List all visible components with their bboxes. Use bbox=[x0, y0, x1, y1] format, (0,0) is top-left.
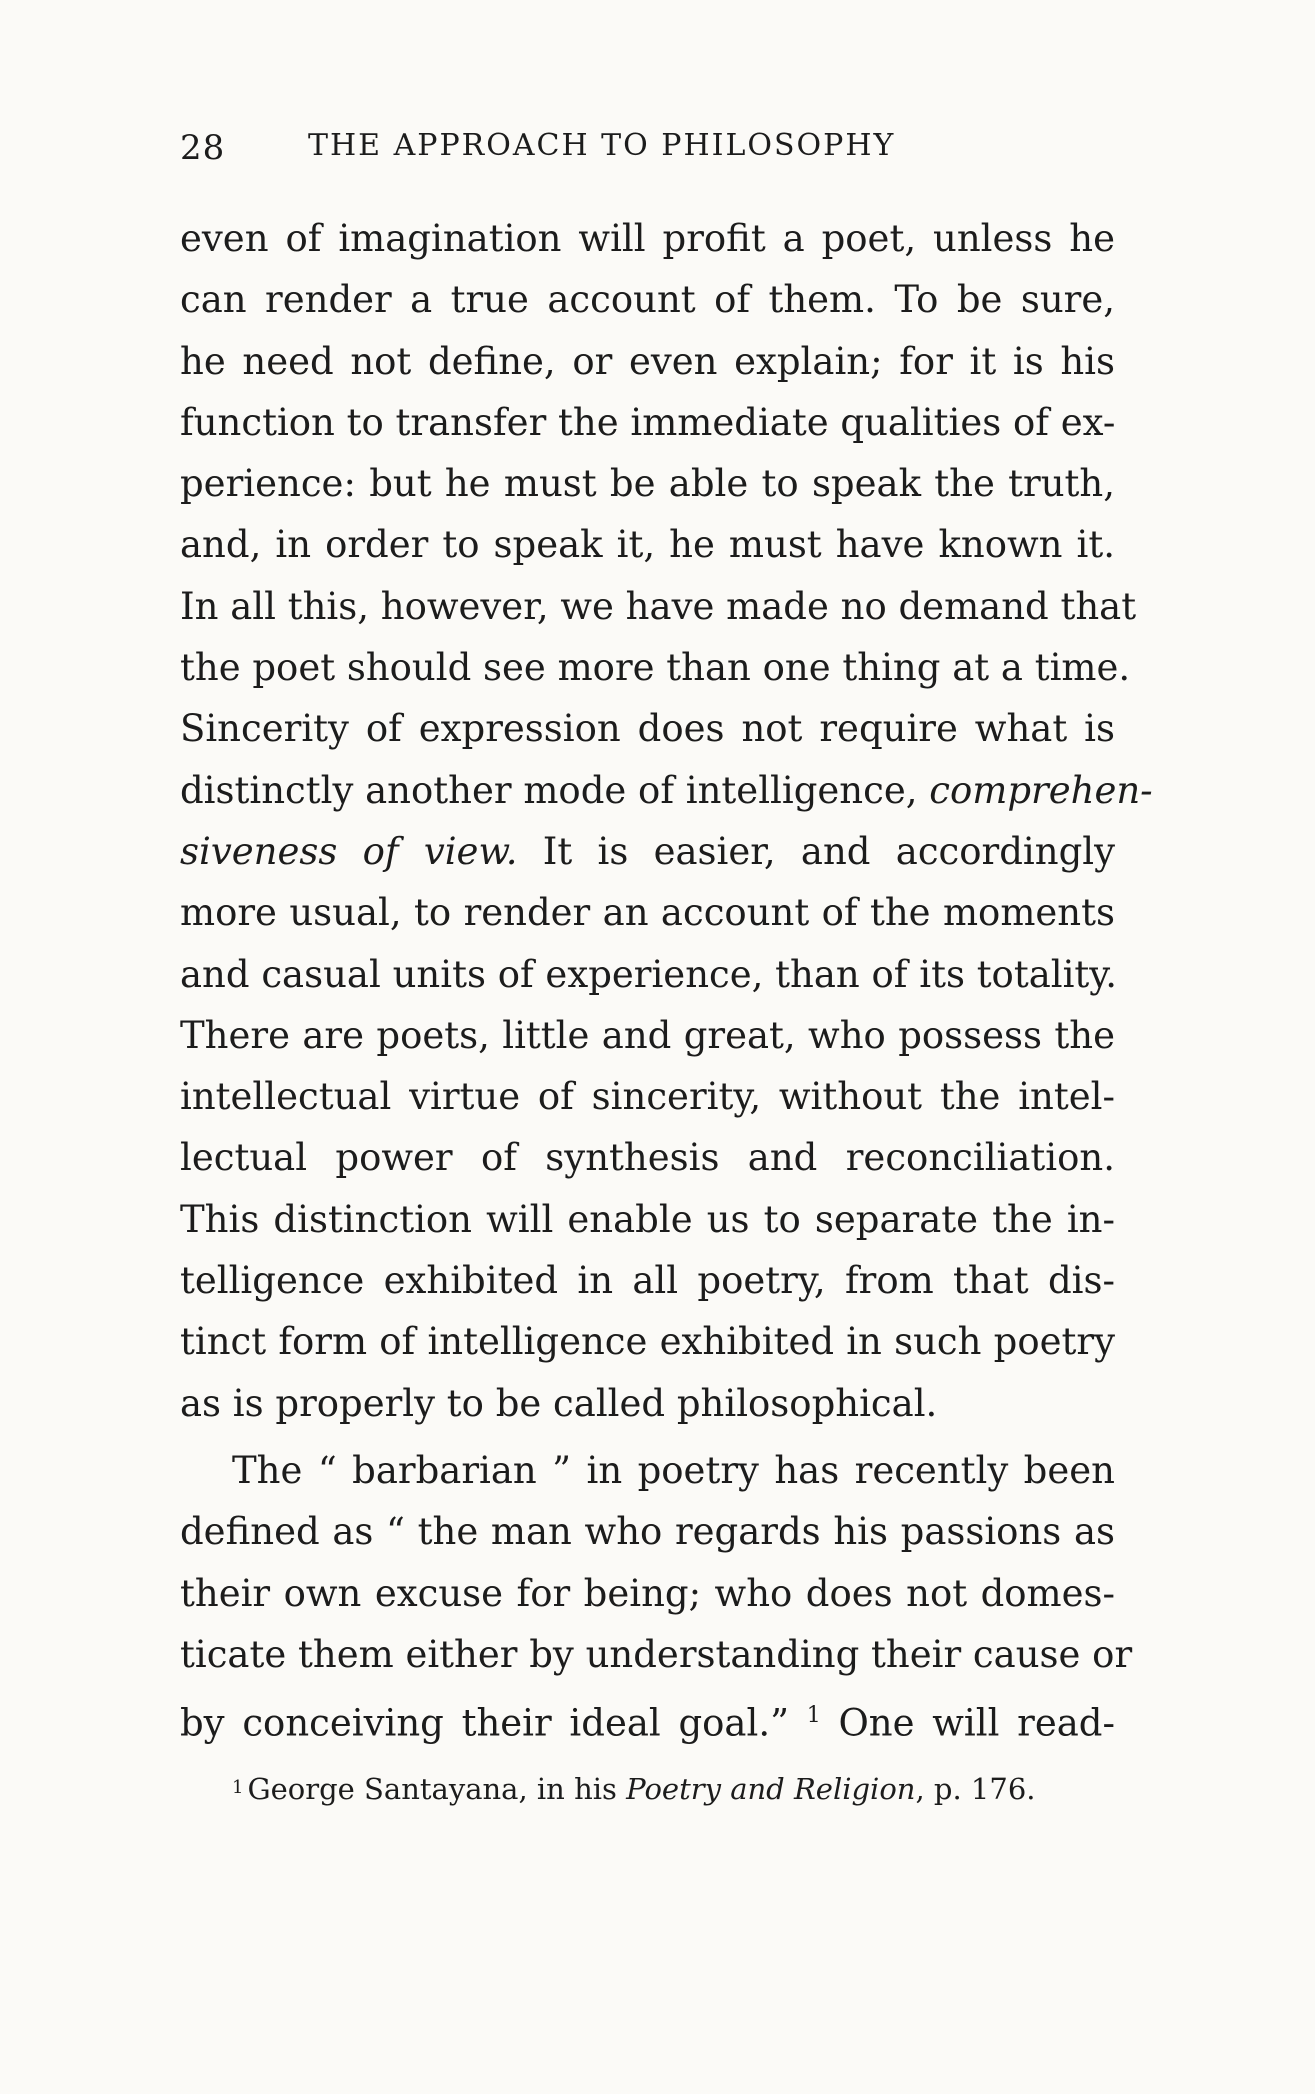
text-line: and, in order to speak it, he must have known it. bbox=[180, 523, 1115, 567]
text-segment: distinctly another mode of intelligence, bbox=[180, 768, 918, 812]
footnote-text: George Santayana, in his bbox=[247, 1772, 627, 1806]
text-line bbox=[180, 1685, 1115, 1746]
text-line: intellectual virtue of sincerity, without the intel- bbox=[180, 1075, 1115, 1119]
footnote-page-ref: , p. 176. bbox=[915, 1772, 1036, 1806]
text-line: he need not define, or even explain; for it is his bbox=[180, 339, 1115, 383]
text-line: more usual, to render an account of the moments bbox=[180, 891, 1115, 935]
footnote-marker: 1 bbox=[232, 1777, 244, 1798]
text-line: their own excuse for being; who does not domes- bbox=[180, 1571, 1115, 1615]
footnote-book-title: Poetry and Religion bbox=[626, 1772, 916, 1806]
text-line: This distinction will enable us to separate the in- bbox=[180, 1197, 1115, 1241]
text-line bbox=[180, 821, 1115, 882]
text-line: lectual power of synthesis and reconciliation. bbox=[180, 1136, 1115, 1180]
text-line: tinct form of intelligence exhibited in such poetry bbox=[180, 1320, 1115, 1364]
body-text bbox=[180, 208, 1153, 1746]
text-segment: It is easier, and accordingly bbox=[542, 829, 1115, 873]
text-line: In all this, however, we have made no demand that bbox=[180, 584, 1137, 628]
text-line: defined as “ the man who regards his passions as bbox=[180, 1510, 1115, 1554]
text-line: There are poets, little and great, who possess the bbox=[180, 1013, 1115, 1057]
text-line: The “ barbarian ” in poetry has recently been bbox=[232, 1448, 1115, 1492]
text-line: even of imagination will profit a poet, unless he bbox=[180, 217, 1115, 260]
page-header bbox=[180, 128, 1130, 178]
page-number: 28 bbox=[180, 128, 226, 168]
footnote bbox=[232, 1768, 1112, 1809]
text-segment: One will read- bbox=[820, 1701, 1115, 1745]
text-line: and casual units of experience, than of its totality. bbox=[180, 952, 1118, 996]
italic-term: siveness of view. bbox=[180, 829, 518, 873]
text-line: can render a true account of them. To be sure, bbox=[180, 278, 1115, 322]
text-line bbox=[180, 760, 1153, 821]
text-line: ticate them either by understanding their cause or bbox=[180, 1632, 1133, 1676]
text-line: Sincerity of expression does not require what is bbox=[180, 707, 1115, 751]
text-line: telligence exhibited in all poetry, from that dis- bbox=[180, 1259, 1115, 1303]
text-line: as is properly to be called philosophical. bbox=[180, 1381, 938, 1425]
text-line: function to transfer the immediate qualities of ex- bbox=[180, 400, 1116, 444]
text-line: perience: but he must be able to speak the truth, bbox=[180, 462, 1115, 506]
text-segment: by conceiving their ideal goal.” bbox=[180, 1701, 807, 1745]
italic-term: comprehen- bbox=[929, 768, 1153, 812]
text-line: the poet should see more than one thing at a time. bbox=[180, 646, 1131, 690]
footnote-reference[interactable]: 1 bbox=[806, 1703, 821, 1729]
running-title: THE APPROACH TO PHILOSOPHY bbox=[308, 128, 896, 163]
